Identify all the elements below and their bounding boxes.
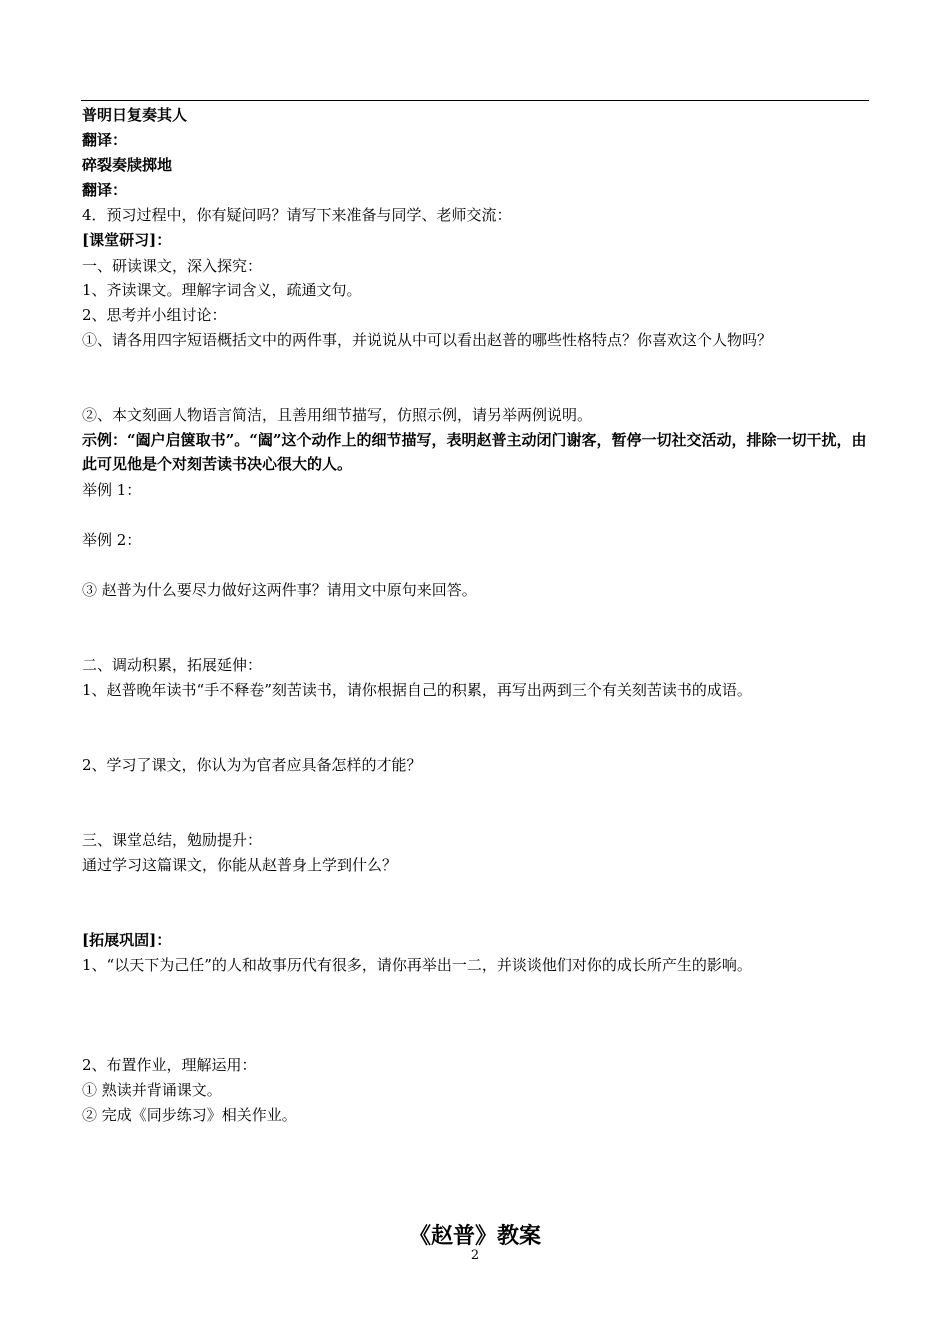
question-line: ①、请各用四字短语概括文中的两件事，并说说从中可以看出赵普的哪些性格特点？你喜欢这个人物吗？ xyxy=(82,331,773,349)
text-line: 1、齐读课文。理解字词含义，疏通文句。 xyxy=(82,281,362,299)
text-line: 2、布置作业，理解运用： xyxy=(82,1056,257,1074)
text-line: 普明日复奏其人 xyxy=(82,106,188,124)
text-line: ② 完成《同步练习》相关作业。 xyxy=(82,1106,297,1124)
text-line: 二、调动积累，拓展延伸： xyxy=(82,656,263,674)
document-title: 《赵普》教案 xyxy=(408,1223,541,1249)
question-line: 1、赵普晚年读书“手不释卷”刻苦读书，请你根据自己的积累，再写出两到三个有关刻苦读书的成语。 xyxy=(82,681,752,699)
section-heading: [课堂研习]： xyxy=(82,231,172,249)
section-heading: [拓展巩固]： xyxy=(82,931,172,949)
text-line: 举例 2： xyxy=(82,531,142,549)
text-line: 翻译： xyxy=(82,181,128,199)
question-line: 2、学习了课文，你认为为官者应具备怎样的才能？ xyxy=(82,756,422,774)
text-line: 翻译： xyxy=(82,131,128,149)
text-line: 2、思考并小组讨论： xyxy=(82,306,227,324)
question-line: ③ 赵普为什么要尽力做好这两件事？请用文中原句来回答。 xyxy=(82,581,477,599)
text-line: 碎裂奏牍掷地 xyxy=(82,156,173,174)
example-paragraph: 示例：“阖户启箧取书”。“阖”这个动作上的细节描写，表明赵普主动闭门谢客，暂停一切社交活动，排除一切干扰，由此可见他是个对刻苦读书决心很大的人。 xyxy=(82,431,867,473)
text-line: 4．预习过程中，你有疑问吗？请写下来准备与同学、老师交流： xyxy=(82,206,512,224)
question-line: 1、“以天下为己任”的人和故事历代有很多，请你再举出一二，并谈谈他们对你的成长所产生的影响。 xyxy=(82,956,752,974)
question-line: ②、本文刻画人物语言简洁，且善用细节描写，仿照示例，请另举两例说明。 xyxy=(82,406,593,424)
page-number: 2 xyxy=(470,1248,480,1263)
text-line: ① 熟读并背诵课文。 xyxy=(82,1081,222,1099)
question-line: 通过学习这篇课文，你能从赵普身上学到什么？ xyxy=(82,856,398,874)
text-line: 举例 1： xyxy=(82,481,142,499)
text-line: 三、课堂总结，勉励提升： xyxy=(82,831,263,849)
text-line: 一、研读课文，深入探究： xyxy=(82,257,263,275)
header-rule xyxy=(81,100,869,101)
